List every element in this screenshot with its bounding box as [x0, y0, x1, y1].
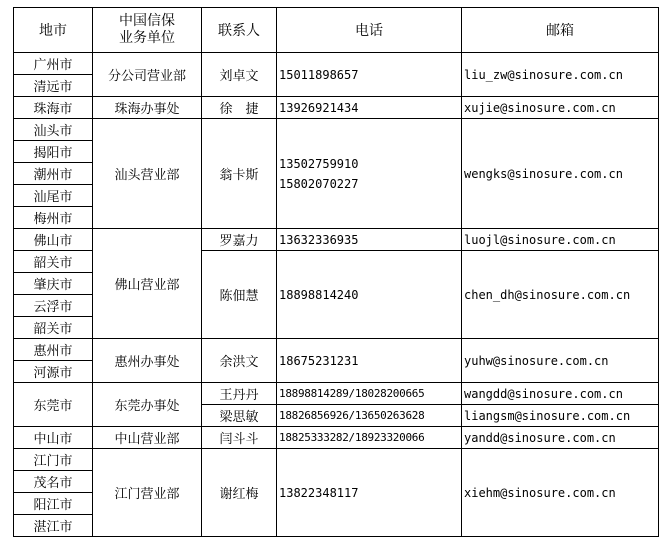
phone-cell: 18826856926/13650263628: [277, 405, 462, 427]
email-cell: liu_zw@sinosure.com.cn: [462, 53, 659, 97]
table-row: [14, 427, 659, 449]
city-cell: 清远市: [14, 75, 93, 97]
city-cell: 湛江市: [14, 515, 93, 537]
phone-cell: [277, 119, 462, 229]
contact-cell: 闫斗斗: [202, 427, 277, 449]
city-cell: 韶关市: [14, 317, 93, 339]
phone-cell: 18825333282/18923320066: [277, 427, 462, 449]
table-row: [14, 53, 659, 75]
unit-cell: 汕头营业部: [93, 119, 202, 229]
city-cell: 肇庆市: [14, 273, 93, 295]
table-row: [14, 449, 659, 471]
city-cell: 惠州市: [14, 339, 93, 361]
city-cell: 茂名市: [14, 471, 93, 493]
phone-cell: 18675231231: [277, 339, 462, 383]
header-phone: 电话: [277, 8, 462, 53]
table-row: [14, 383, 659, 405]
city-cell: 云浮市: [14, 295, 93, 317]
contact-cell: 罗嘉力: [202, 229, 277, 251]
header-unit-line2: 业务单位: [119, 30, 175, 46]
city-cell: 韶关市: [14, 251, 93, 273]
header-unit-line1: 中国信保: [119, 13, 175, 29]
unit-cell: 分公司营业部: [93, 53, 202, 97]
contact-cell: 徐 捷: [202, 97, 277, 119]
unit-cell: 佛山营业部: [93, 229, 202, 339]
email-cell: liangsm@sinosure.com.cn: [462, 405, 659, 427]
email-cell: wangdd@sinosure.com.cn: [462, 383, 659, 405]
email-cell: yuhw@sinosure.com.cn: [462, 339, 659, 383]
phone-cell: 18898814240: [277, 251, 462, 339]
table-row: [14, 97, 659, 119]
phone-cell: 15011898657: [277, 53, 462, 97]
contact-cell: 刘卓文: [202, 53, 277, 97]
phone-cell: 13822348117: [277, 449, 462, 537]
header-city: 地市: [14, 8, 93, 53]
header-contact: 联系人: [202, 8, 277, 53]
city-cell: 潮州市: [14, 163, 93, 185]
contact-cell: 谢红梅: [202, 449, 277, 537]
city-cell: 汕尾市: [14, 185, 93, 207]
phone-cell: 13926921434: [277, 97, 462, 119]
table-row: [14, 339, 659, 361]
contact-cell: 余洪文: [202, 339, 277, 383]
contact-cell: 王丹丹: [202, 383, 277, 405]
email-cell: xujie@sinosure.com.cn: [462, 97, 659, 119]
city-cell: 东莞市: [14, 383, 93, 427]
contact-cell: 翁卡斯: [202, 119, 277, 229]
unit-cell: 惠州办事处: [93, 339, 202, 383]
city-cell: 佛山市: [14, 229, 93, 251]
header-unit: [93, 8, 202, 53]
contact-table: [13, 7, 659, 537]
email-cell: xiehm@sinosure.com.cn: [462, 449, 659, 537]
table-row: [14, 229, 659, 251]
phone-cell: 13632336935: [277, 229, 462, 251]
city-cell: 河源市: [14, 361, 93, 383]
email-cell: luojl@sinosure.com.cn: [462, 229, 659, 251]
table-row: [14, 119, 659, 141]
phone-cell: 18898814289/18028200665: [277, 383, 462, 405]
header-row: [14, 8, 659, 53]
unit-cell: 中山营业部: [93, 427, 202, 449]
city-cell: 揭阳市: [14, 141, 93, 163]
city-cell: 梅州市: [14, 207, 93, 229]
city-cell: 珠海市: [14, 97, 93, 119]
header-email: 邮箱: [462, 8, 659, 53]
city-cell: 中山市: [14, 427, 93, 449]
unit-cell: 珠海办事处: [93, 97, 202, 119]
unit-cell: 江门营业部: [93, 449, 202, 537]
email-cell: chen_dh@sinosure.com.cn: [462, 251, 659, 339]
phone-line: 13502759910: [279, 156, 359, 171]
city-cell: 江门市: [14, 449, 93, 471]
email-cell: wengks@sinosure.com.cn: [462, 119, 659, 229]
email-cell: yandd@sinosure.com.cn: [462, 427, 659, 449]
unit-cell: 东莞办事处: [93, 383, 202, 427]
city-cell: 汕头市: [14, 119, 93, 141]
contact-cell: 陈佃慧: [202, 251, 277, 339]
contact-cell: 梁思敏: [202, 405, 277, 427]
city-cell: 阳江市: [14, 493, 93, 515]
city-cell: 广州市: [14, 53, 93, 75]
phone-line: 15802070227: [279, 176, 359, 191]
